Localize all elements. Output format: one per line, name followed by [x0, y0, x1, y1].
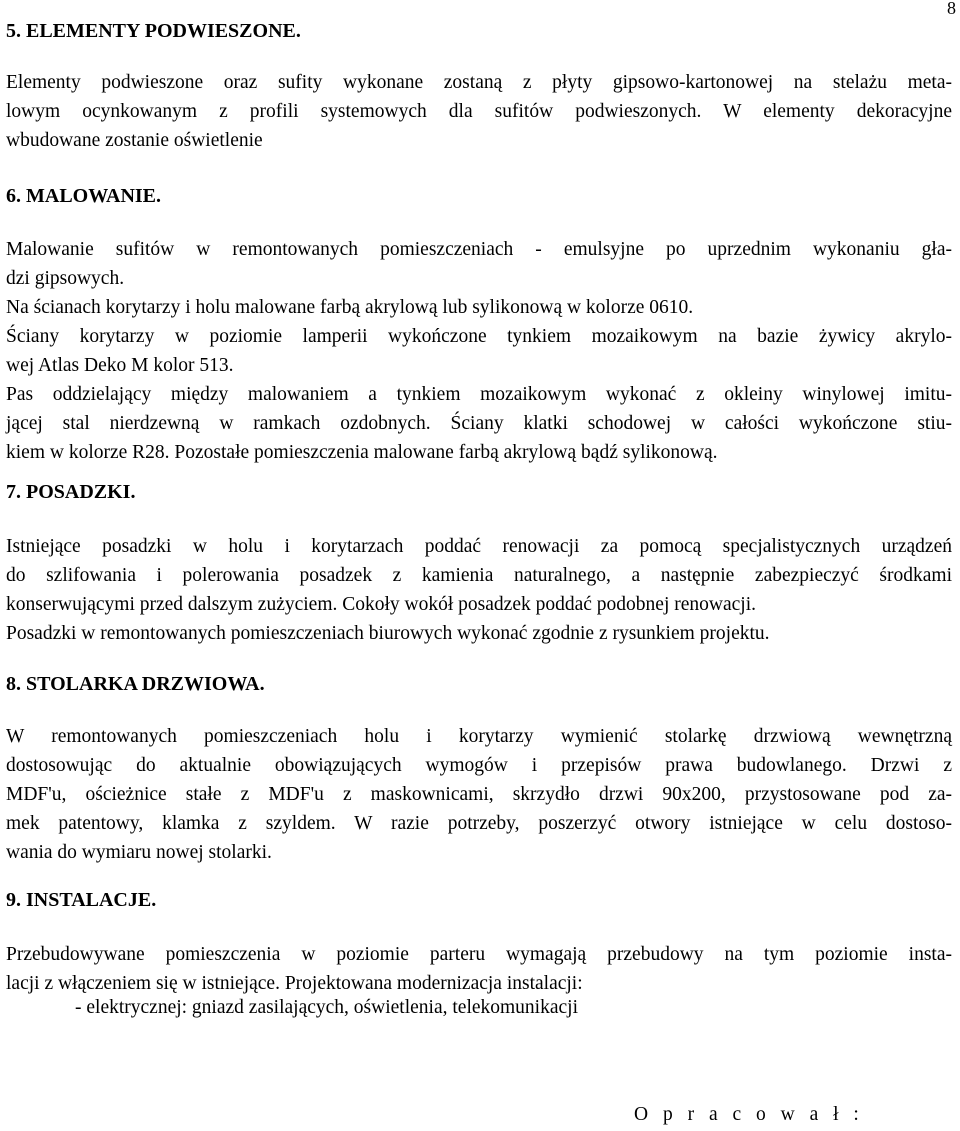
- page-number: 8: [947, 0, 956, 18]
- text-line: Przebudowywane pomieszczenia w poziomie parteru wymagają przebudowy na tym poziomie insta-: [6, 944, 952, 965]
- text-line: do szlifowania i polerowania posadzek z kamienia naturalnego, a następnie zabezpieczyć środkami: [6, 565, 952, 586]
- text-line: Pas oddzielający między malowaniem a tynkiem mozaikowym wykonać z okleiny winylowej imitu-: [6, 384, 952, 405]
- text-line: wbudowane zostanie oświetlenie: [6, 130, 263, 151]
- section-paragraph: [6, 235, 952, 467]
- text-line: Posadzki w remontowanych pomieszczeniach biurowych wykonać zgodnie z rysunkiem projektu.: [6, 623, 770, 644]
- section-paragraph: [6, 532, 952, 648]
- text-line: Malowanie sufitów w remontowanych pomieszczeniach - emulsyjne po uprzednim wykonaniu gła-: [6, 239, 952, 260]
- text-line: MDF'u, ościeżnice stałe z MDF'u z maskownicami, skrzydło drzwi 90x200, przystosowane pod za-: [6, 784, 952, 805]
- text-line: konserwującymi przed dalszym zużyciem. Cokoły wokół posadzek poddać podobnej renowacji.: [6, 594, 756, 615]
- text-line: kiem w kolorze R28. Pozostałe pomieszczenia malowane farbą akrylową bądź sylikonową.: [6, 442, 718, 463]
- text-line: Ściany korytarzy w poziomie lamperii wykończone tynkiem mozaikowym na bazie żywicy akrylo-: [6, 326, 952, 347]
- text-line: Istniejące posadzki w holu i korytarzach poddać renowacji za pomocą specjalistycznych urządzeń: [6, 536, 952, 557]
- section-paragraph: [6, 722, 952, 867]
- text-line: jącej stal nierdzewną w ramkach ozdobnych. Ściany klatki schodowej w całości wykończone stiu-: [6, 413, 952, 434]
- section-heading: 7. POSADZKI.: [6, 481, 136, 503]
- text-line: lacji z włączeniem się w istniejące. Projektowana modernizacja instalacji:: [6, 973, 583, 994]
- text-line: dostosowując do aktualnie obowiązujących wymogów i przepisów prawa budowlanego. Drzwi z: [6, 755, 952, 776]
- list-item: - elektrycznej: gniazd zasilających, oświetlenia, telekomunikacji: [75, 997, 578, 1018]
- text-line: mek patentowy, klamka z szyldem. W razie potrzeby, poszerzyć otwory istniejące w celu dostoso-: [6, 813, 952, 834]
- text-line: dzi gipsowych.: [6, 268, 125, 289]
- text-line: wej Atlas Deko M kolor 513.: [6, 355, 234, 376]
- text-line: W remontowanych pomieszczeniach holu i korytarzy wymienić stolarkę drzwiową wewnętrzną: [6, 726, 952, 747]
- signature-label: O p r a c o w a ł :: [634, 1104, 864, 1125]
- section-heading: 5. ELEMENTY PODWIESZONE.: [6, 20, 301, 42]
- section-heading: 8. STOLARKA DRZWIOWA.: [6, 673, 265, 695]
- text-line: Na ścianach korytarzy i holu malowane farbą akrylową lub sylikonową w kolorze 0610.: [6, 297, 694, 318]
- section-paragraph: [6, 68, 952, 155]
- section-heading: 6. MALOWANIE.: [6, 185, 162, 207]
- text-line: lowym ocynkowanym z profili systemowych dla sufitów podwieszonych. W elementy dekoracyjne: [6, 101, 952, 122]
- text-line: wania do wymiaru nowej stolarki.: [6, 842, 272, 863]
- text-line: Elementy podwieszone oraz sufity wykonane zostaną z płyty gipsowo-kartonowej na stelażu meta-: [6, 72, 952, 93]
- section-heading: 9. INSTALACJE.: [6, 889, 157, 911]
- section-paragraph: [6, 940, 952, 998]
